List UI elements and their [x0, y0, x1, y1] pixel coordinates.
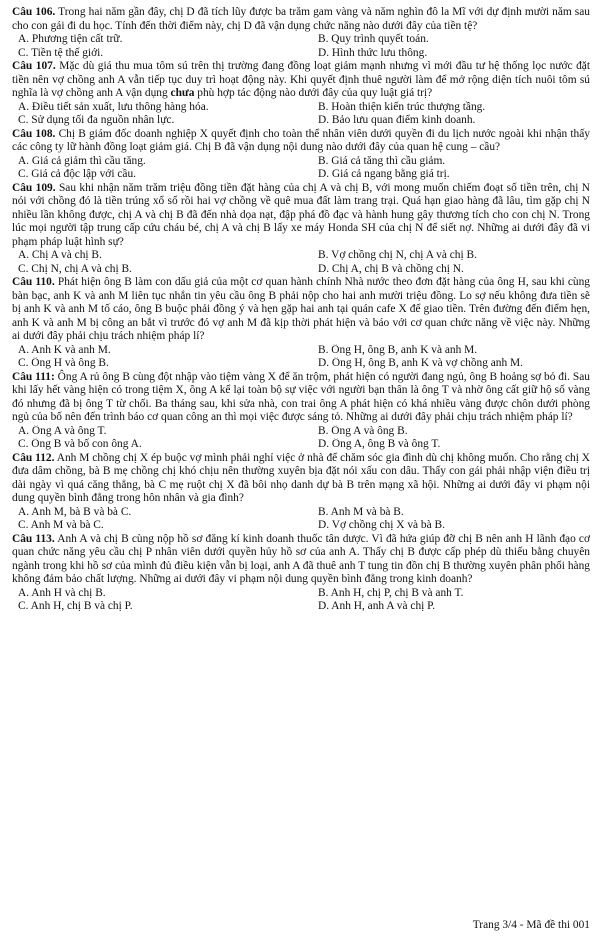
- option-c: C. Anh H, chị B và chị P.: [18, 600, 133, 612]
- option-d: D. Vợ chồng chị X và bà B.: [318, 519, 445, 531]
- question-stem: Chị B giám đốc doanh nghiệp X quyết định cho toàn thể nhân viên dưới quyền đi du lịch nước ngoài khi nhận thấy các công ty lữ hành đồng loạt giảm giá. Chị B đã vận dụng nội dung nào dưới đây của quan hệ cung – cầu?: [12, 127, 590, 153]
- option-c: C. Chị N, chị A và chị B.: [18, 262, 132, 275]
- option-b: B. Anh H, chị P, chị B và anh T.: [318, 586, 464, 599]
- question-stem: Sau khi nhận năm trăm triệu đồng tiền đặt hàng của chị A và chị B, với mong muốn chiếm đoạt số tiền trên, chị N nói với chồng đó là tiền trúng xổ số rồi hai vợ chồng về quê mua đất làm trang trại. Quá hạn giao hàng đã lâu, tìm gặp chị N nhiều lần không được, chị A và chị B đã đến nhà dọa nạt, đập phá đồ đạc và hành hung gây thương tích cho con chị N. Trong lúc mọi người tập trung cấp cứu cháu bé, chị A và chị B lấy xe máy Honda SH của chị N để siết nợ. Những ai dưới đây đã vi phạm pháp luật hình sự?: [12, 181, 590, 248]
- question-number: Câu 110.: [12, 276, 55, 288]
- option-d: D. Chị A, chị B và chồng chị N.: [318, 262, 464, 275]
- question-109: [12, 182, 590, 250]
- page-footer: Trang 3/4 - Mã đề thi 001: [472, 918, 590, 931]
- answer-options: [12, 101, 590, 128]
- question-113: [12, 533, 590, 587]
- option-a: A. Ông A và ông T.: [18, 424, 107, 437]
- question-112: [12, 452, 590, 506]
- question-stem: Anh A và chị B cùng nộp hồ sơ đăng kí kinh doanh thuốc tân dược. Vì đã hứa giúp đỡ chị B nên anh H lãnh đạo cơ quan chức năng yêu cầu chị P nhân viên dưới quyền hủy hồ sơ của anh A. Thấy chị B được cấp phép dù thiếu bằng chuyên ngành trong khi hồ sơ của mình đủ điều kiện vẫn bị loại, anh A đã thuê anh T tung tin đồn chị B thường xuyên phân phối hàng không đảm bảo chất lượng. Những ai dưới đây vi phạm nội dung quyền bình đẳng trong kinh doanh?: [12, 532, 590, 585]
- answer-options: [12, 587, 590, 614]
- option-a: A. Anh H và chị B.: [18, 586, 106, 599]
- answer-options: [12, 249, 590, 276]
- question-110: [12, 276, 590, 344]
- option-d: D. Hình thức lưu thông.: [318, 46, 428, 59]
- option-b: B. Hoàn thiện kiến trúc thượng tầng.: [318, 100, 486, 113]
- question-number: Câu 111:: [12, 370, 55, 383]
- question-stem: Ông A rủ ông B cùng đột nhập vào tiệm vàng X để ăn trộm, phát hiện có người đang ngủ, ông B hoảng sợ bỏ đi. Sau khi lấy hết vàng hiện có trong tiệm X, ông A kể lại toàn bộ sự việc với người bạn thân là ông T và nhờ ông cất giữ hộ số vàng đó nhưng đã bị ông T từ chối. Ba tháng sau, khi sửa nhà, con trai ông A phát hiện có khá nhiều vàng được chôn dưới phòng ngủ của bố nên đến trình báo cơ quan công an thì mọi việc được sáng tỏ. Những ai dưới đây phải chịu trách nhiệm pháp lí?: [12, 370, 590, 423]
- option-c: C. Sử dụng tối đa nguồn nhân lực.: [18, 114, 175, 126]
- question-111: [12, 371, 590, 425]
- option-a: A. Anh M, bà B và bà C.: [18, 505, 132, 518]
- answer-options: [12, 155, 590, 182]
- option-c: C. Ông H và ông B.: [18, 357, 109, 369]
- option-a: A. Chị A và chị B.: [18, 249, 102, 261]
- option-c: C. Giá cả độc lập với cầu.: [18, 168, 136, 180]
- answer-options: [12, 506, 590, 533]
- stem-part-2: phù hợp tác động nào dưới đây của quy luật giá trị?: [194, 87, 433, 99]
- option-d: D. Anh H, anh A và chị P.: [318, 600, 436, 612]
- option-a: A. Giá cả giảm thì cầu tăng.: [18, 154, 146, 167]
- option-c: C. Anh M và bà C.: [18, 519, 104, 531]
- option-a: A. Phương tiện cất trữ.: [18, 33, 123, 45]
- option-b: B. Ông A và ông B.: [318, 424, 408, 437]
- answer-options: [12, 344, 590, 371]
- question-stem: Trong hai năm gần đây, chị D đã tích lũy được ba trăm gam vàng và năm nghìn đô la Mĩ với dự định mười năm sau cho con gái đi du học. Tính đến thời điểm này, chị D đã vận dụng chức năng nào dưới đây của tiền tệ?: [12, 6, 590, 32]
- question-stem: Anh M chồng chị X ép buộc vợ mình phải nghỉ việc ở nhà để chăm sóc gia đình dù chị không muốn. Cho rằng chị X đưa dâm chồng, bà B mẹ chồng chị khó chịu nên thường xuyên bịa đặt nói xấu con dâu. Thấy con gái phải nhập viện điều trị dài ngày vì quá căng thẳng, bà C mẹ ruột chị X đã bôi nhọ danh dự bà B trên mạng xã hội. Những ai dưới đây vi phạm nội dung quyền bình đẳng trong hôn nhân và gia đình?: [12, 451, 590, 504]
- option-b: B. Ông H, ông B, anh K và anh M.: [318, 343, 478, 356]
- option-b: B. Anh M và bà B.: [318, 505, 404, 518]
- option-c: C. Tiền tệ thế giới.: [18, 46, 104, 59]
- option-b: B. Giá cả tăng thì cầu giảm.: [318, 154, 446, 167]
- question-106: [12, 6, 590, 33]
- question-108: [12, 128, 590, 155]
- question-number: Câu 107.: [12, 60, 56, 72]
- question-stem: [12, 60, 590, 99]
- question-number: Câu 108.: [12, 127, 56, 140]
- option-b: B. Quy trình quyết toán.: [318, 33, 429, 45]
- question-number: Câu 106.: [12, 6, 56, 18]
- question-number: Câu 112.: [12, 451, 55, 464]
- option-a: A. Điều tiết sản xuất, lưu thông hàng hóa.: [18, 100, 209, 113]
- question-107: [12, 60, 590, 101]
- answer-options: [12, 425, 590, 452]
- stem-emphasis: chưa: [170, 87, 195, 99]
- option-b: B. Vợ chồng chị N, chị A và chị B.: [318, 249, 477, 261]
- question-stem: Phát hiện ông B làm con dấu giả của một cơ quan hành chính Nhà nước theo đơn đặt hàng của ông H, sau khi cùng bàn bạc, anh K và anh M liên tục nhắn tin yêu cầu ông B phải nộp cho hai anh mười triệu đồng. Lo sợ nếu không đưa tiền sẽ bị anh K và anh M tố cáo, ông B buộc phải đồng ý và hẹn gặp hai anh tại quán cafe X để giao tiền. Trên đường đến điểm hẹn, anh K và anh M bị công an bắt vì trước đó vợ anh M đã kịp thời phát hiện và báo với cơ quan chức năng về việc này. Những ai dưới đây phải chịu trách nhiệm pháp lí?: [12, 276, 590, 342]
- option-d: D. Giá cả ngang bằng giá trị.: [318, 168, 450, 180]
- option-a: A. Anh K và anh M.: [18, 343, 111, 356]
- option-d: D. Ông H, ông B, anh K và vợ chồng anh M.: [318, 357, 524, 369]
- option-c: C. Ông B và bố con ông A.: [18, 438, 142, 450]
- stem-part-1: Mặc dù giá thu mua tôm sú trên thị trường đang đồng loạt giảm mạnh nhưng vì mới đầu tư hệ thống lọc nước đặt tiền nên vợ chồng anh A vẫn tiếp tục duy trì hoạt động này. Khi quyết định thuê người làm để mở rộng diện tích nuôi tôm sú nghĩa là vợ chồng anh A vận dụng: [12, 60, 590, 99]
- option-d: D. Bảo lưu quan điểm kinh doanh.: [318, 114, 476, 126]
- question-number: Câu 109.: [12, 181, 56, 194]
- answer-options: [12, 33, 590, 60]
- question-number: Câu 113.: [12, 532, 55, 545]
- option-d: D. Ông A, ông B và ông T.: [318, 438, 441, 450]
